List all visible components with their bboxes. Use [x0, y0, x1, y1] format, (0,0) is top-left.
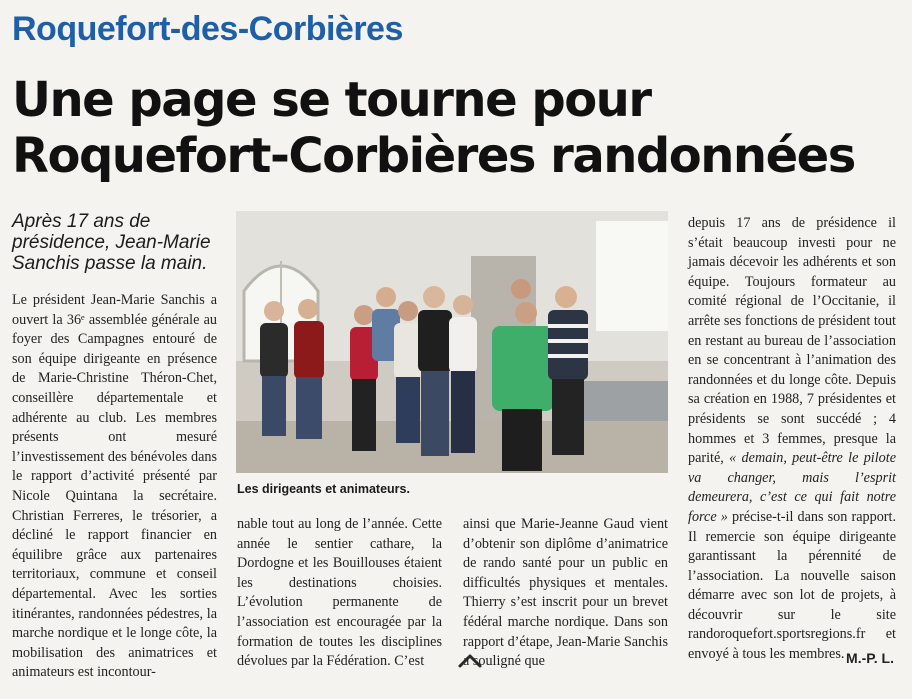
pull-quote: « demain, peut-être le pilote va changer, mais l’esprit demeurera, c’est ce qui fait notre force »	[688, 450, 897, 525]
article-photo	[236, 211, 668, 473]
article-column-3: ainsi que Marie-Jeanne Gaud vient d’obtenir son diplôme d’animatrice de rando santé pour un public en difficultés physiques et mentales. Thierry s’est inscrit pour un brevet fédéral marche nordique. Dans son rapport d’étape, Jean-Marie Sanchis a souligné que	[463, 516, 668, 670]
photo-caption: Les dirigeants et animateurs.	[237, 482, 410, 496]
headline-line-2: Roquefort-Corbières randonnées	[12, 128, 855, 184]
headline	[12, 72, 902, 184]
section-kicker: Roquefort-des-Corbières	[12, 10, 403, 48]
chevron-up-icon[interactable]	[456, 650, 484, 672]
article-column-4	[688, 214, 896, 665]
article-column-2: nable tout au long de l’année. Cette année le sentier cathare, la Dordogne et les Bouillouses étaient les destinations choisies. L’évolution permanente de l’association est encouragée par la formation de toutes les disciplines dévolues par la Fédération. C’est	[237, 516, 442, 670]
article-column-1: Le président Jean-Marie Sanchis a ouvert la 36ᵉ assemblée générale au foyer des Campagnes entouré de son équipe dirigeante en présence de Marie-Christine Théron-Chet, conseillère départementale et adhérente au club. Les membres présents ont mesuré l’investissement des bénévoles dans le rapport d’activité présenté par Nicole Quintana la secrétaire. Christian Ferreres, le trésorier, a décliné le rapport financier en équilibre grâce aux partenaires territoriaux, commune et conseil départemental. Avec les sorties itinérantes, randonnées pédestres, la marche nordique et le longe côte, la mobilisation des animatrices et animateurs est incontour-	[12, 292, 217, 681]
headline-line-1: Une page se tourne pour	[12, 72, 651, 128]
column-4-text-end: précise-t-il dans son rapport. Il remercie son équipe dirigeante garantissant la pérennité de l’association. La nouvelle saison démarre avec son lot de projets, à découvrir sur le site randoroquefort.sportsregions.fr et envoyé à tous les membres.	[688, 508, 897, 663]
author-signature: M.-P. L.	[846, 650, 894, 666]
standfirst: Après 17 ans de présidence, Jean-Marie Sanchis passe la main.	[12, 211, 211, 274]
column-4-text-start: depuis 17 ans de présidence il s’était beaucoup investi pour ne jamais décevoir les adhérents et son équipe. Toujours formateur au comité régional de l’Occitanie, il arrête ses fonctions de président tout en restant au bureau de l’association en se concentrant à l’animation des randonnées et du longe côte. Depuis sa création en 1988, 7 présidentes et présidents se sont succédé ; 4 hommes et 3 femmes, presque la parité,	[688, 215, 896, 467]
group-photo-illustration	[236, 211, 668, 473]
